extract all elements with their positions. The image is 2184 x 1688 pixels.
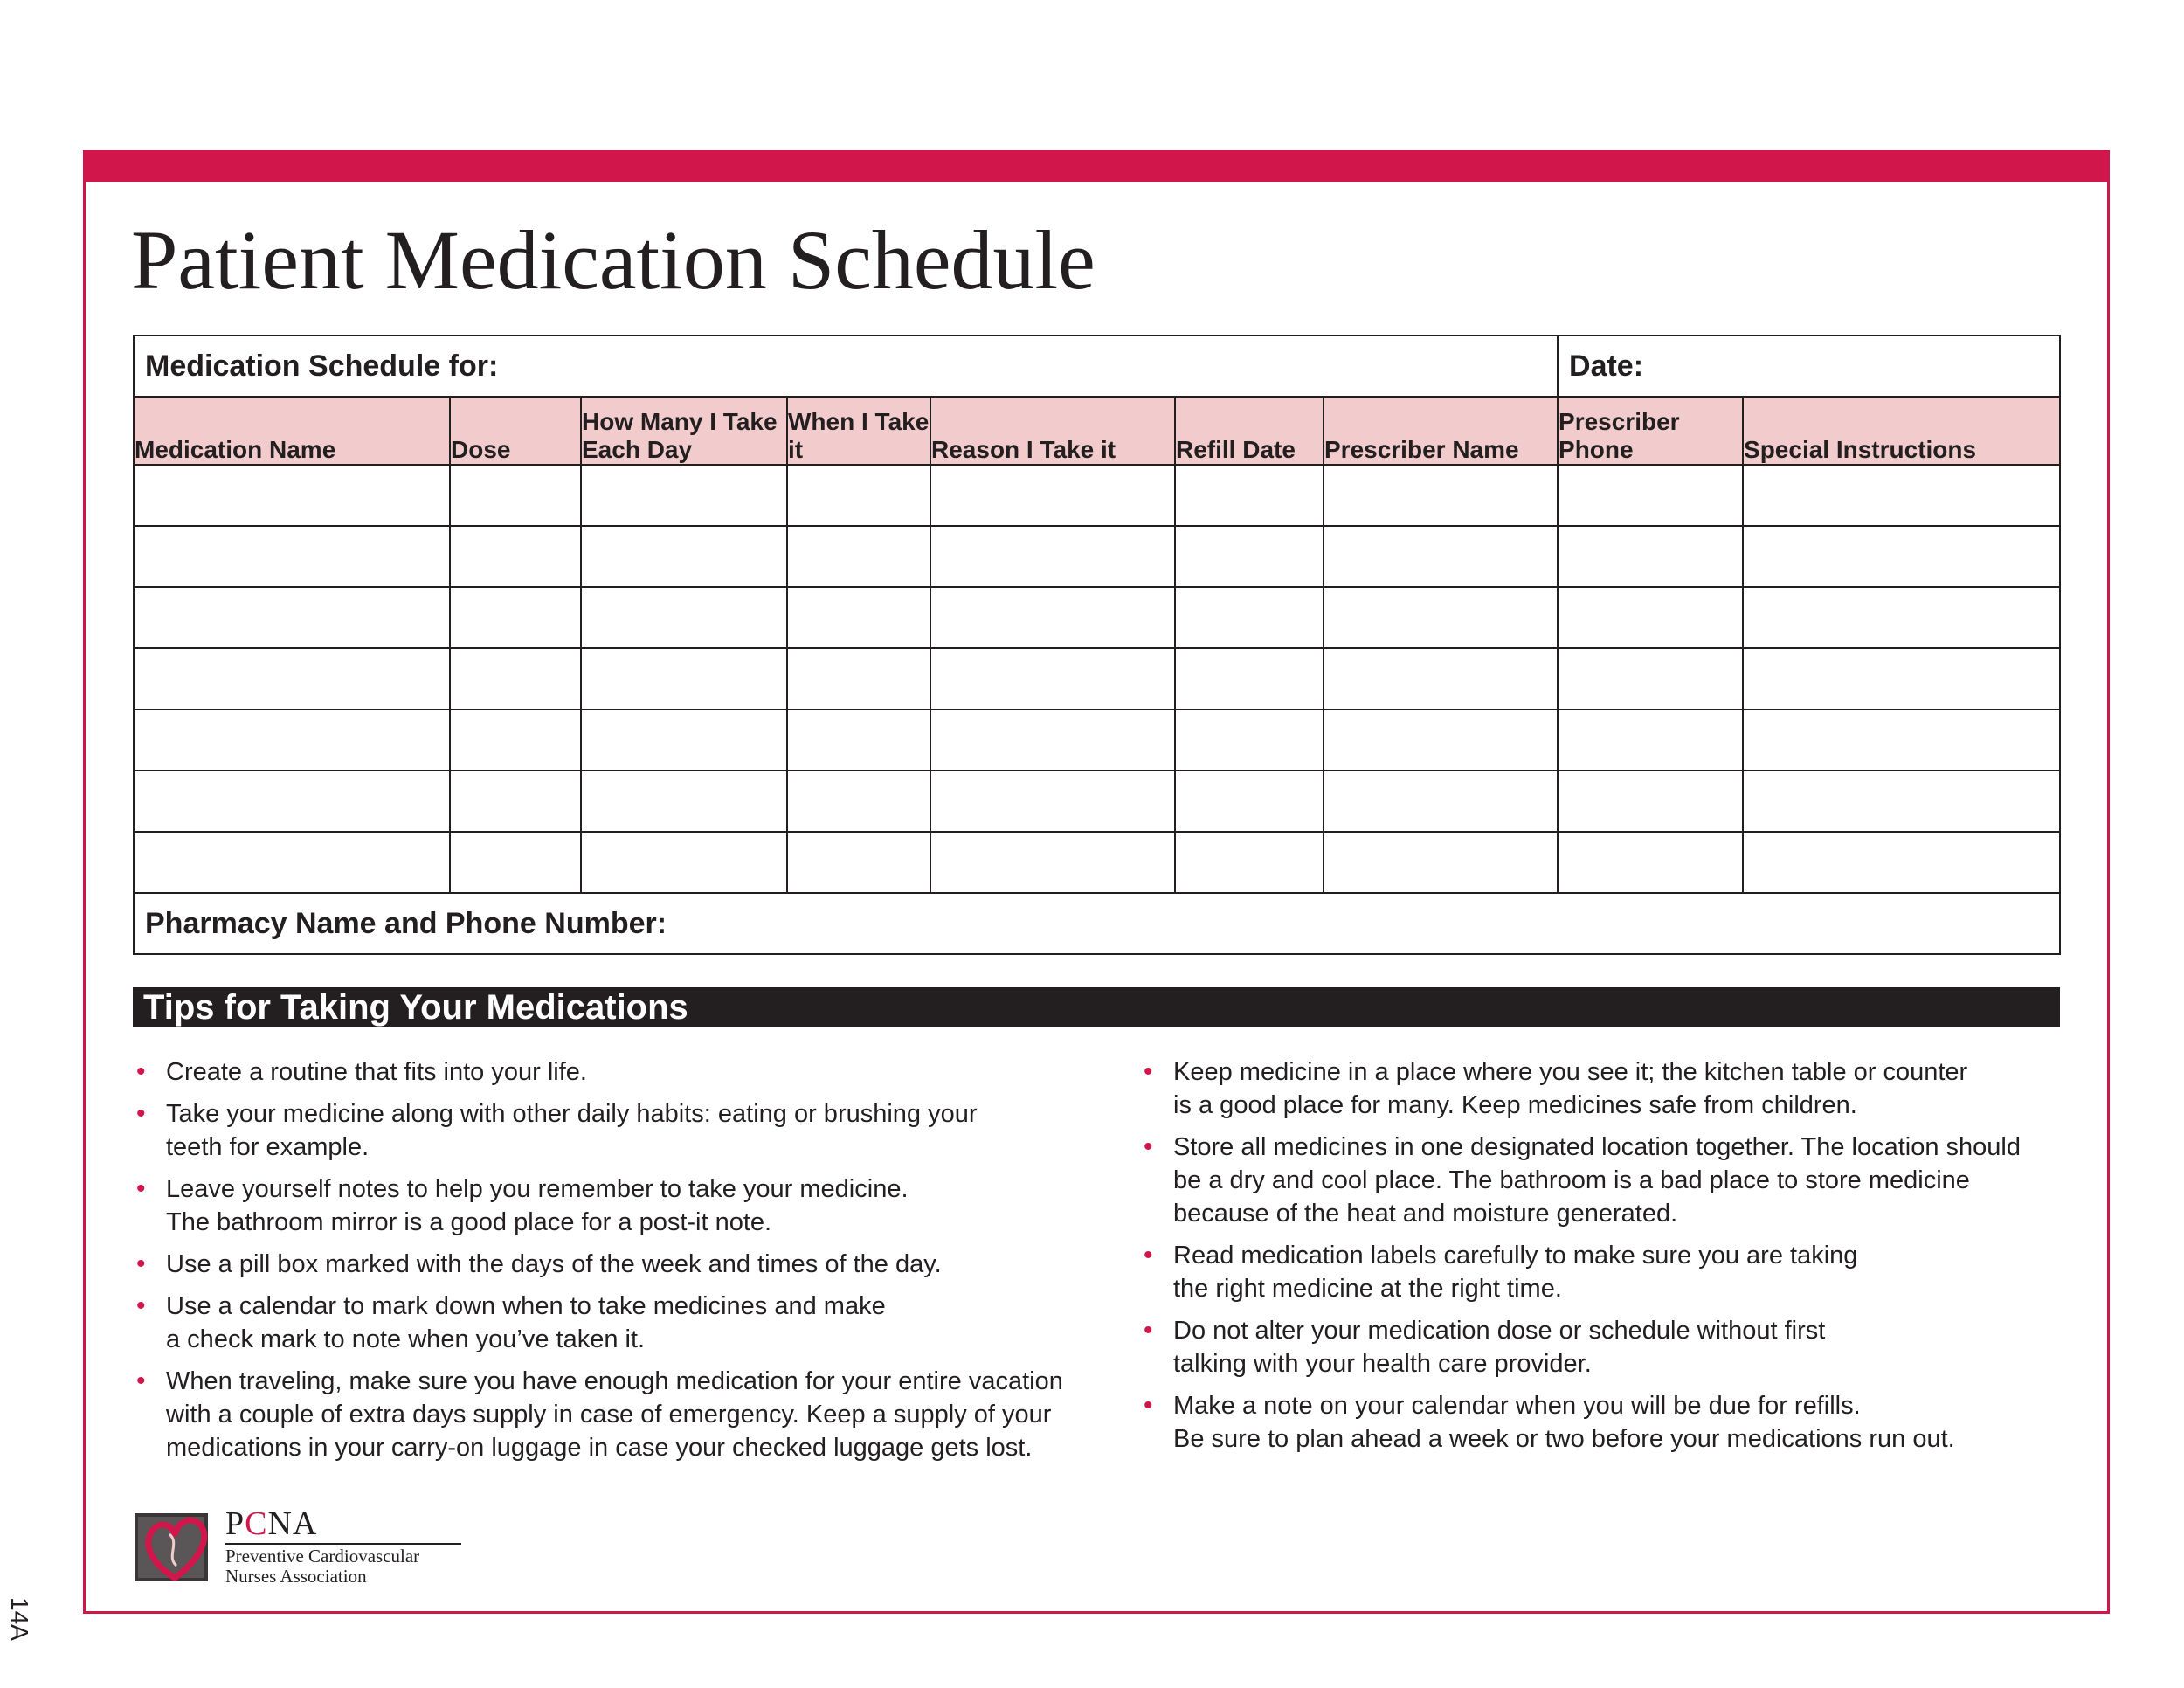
table-cell[interactable]	[1558, 526, 1743, 587]
page-number: 14A	[6, 1597, 33, 1641]
tip-text: the right medicine at the right time.	[1173, 1275, 1562, 1303]
table-cell[interactable]	[1743, 771, 2060, 832]
tip-item	[133, 1055, 1102, 1089]
table-cell[interactable]	[581, 832, 787, 893]
table-cell[interactable]	[1324, 771, 1558, 832]
table-cell[interactable]	[1743, 832, 2060, 893]
tip-item	[1140, 1131, 2022, 1230]
table-cell[interactable]	[581, 648, 787, 709]
table-cell[interactable]	[1743, 526, 2060, 587]
tip-item	[133, 1365, 1102, 1464]
column-header: How Many I Take Each Day	[581, 397, 787, 465]
tip-text: Be sure to plan ahead a week or two before your medications run out.	[1173, 1425, 1955, 1453]
table-cell[interactable]	[1743, 709, 2060, 771]
table-cell[interactable]	[1324, 465, 1558, 526]
bullet-icon: •	[1144, 1316, 1153, 1345]
column-header: Special Instructions	[1743, 397, 2060, 465]
tip-item	[133, 1248, 1102, 1281]
table-cell[interactable]	[930, 648, 1175, 709]
bullet-icon: •	[1144, 1132, 1153, 1161]
column-header: Refill Date	[1175, 397, 1324, 465]
tip-text: a check mark to note when you’ve taken it.	[166, 1325, 646, 1353]
table-cell[interactable]	[134, 709, 450, 771]
table-cell[interactable]	[581, 465, 787, 526]
tip-text: be a dry and cool place. The bathroom is a bad place to store medicine	[1173, 1166, 1970, 1194]
page-title: Patient Medication Schedule	[131, 213, 1095, 307]
table-cell[interactable]	[1558, 709, 1743, 771]
table-cell[interactable]	[787, 771, 930, 832]
tips-heading-bar	[133, 987, 2060, 1027]
table-cell[interactable]	[787, 526, 930, 587]
table-cell[interactable]	[1558, 465, 1743, 526]
tips-list-left	[133, 1055, 1102, 1473]
table-cell[interactable]	[1175, 526, 1324, 587]
table-body	[134, 465, 2060, 893]
table-cell[interactable]	[930, 465, 1175, 526]
table-cell[interactable]	[930, 771, 1175, 832]
table-row	[134, 465, 2060, 526]
bullet-icon: •	[136, 1099, 146, 1128]
table-cell[interactable]	[787, 832, 930, 893]
table-cell[interactable]	[1558, 832, 1743, 893]
column-header: Prescriber Phone	[1558, 397, 1743, 465]
tip-text: Store all medicines in one designated location together. The location should	[1173, 1133, 2021, 1161]
table-cell[interactable]	[134, 465, 450, 526]
logo-wordmark: PCNA	[225, 1505, 318, 1542]
table-cell[interactable]	[1175, 832, 1324, 893]
tip-text: The bathroom mirror is a good place for a post-it note.	[166, 1208, 772, 1236]
tips-list-right	[1140, 1055, 2022, 1464]
table-cell[interactable]	[450, 648, 581, 709]
column-header-row	[134, 397, 2060, 465]
table-cell[interactable]	[1324, 587, 1558, 648]
tip-text: Read medication labels carefully to make sure you are taking	[1173, 1242, 1858, 1269]
tip-text: Keep medicine in a place where you see it; the kitchen table or counter	[1173, 1058, 1968, 1086]
table-row	[134, 587, 2060, 648]
bullet-icon: •	[136, 1174, 146, 1203]
tip-item	[133, 1173, 1102, 1239]
bullet-icon: •	[1144, 1241, 1153, 1269]
tips-heading: Tips for Taking Your Medications	[143, 988, 688, 1027]
table-cell[interactable]	[450, 832, 581, 893]
table-cell[interactable]	[1324, 832, 1558, 893]
table-cell[interactable]	[1175, 587, 1324, 648]
table-cell[interactable]	[450, 587, 581, 648]
tip-text: Do not alter your medication dose or schedule without first	[1173, 1317, 1826, 1345]
pcna-logo	[131, 1501, 463, 1588]
table-cell[interactable]	[787, 709, 930, 771]
table-cell[interactable]	[1175, 771, 1324, 832]
tip-item	[133, 1290, 1102, 1356]
table-cell[interactable]	[134, 832, 450, 893]
table-row	[134, 648, 2060, 709]
tip-item	[1140, 1055, 2022, 1122]
table-cell[interactable]	[787, 465, 930, 526]
table-cell[interactable]	[930, 832, 1175, 893]
column-header: Prescriber Name	[1324, 397, 1558, 465]
tip-item	[1140, 1239, 2022, 1305]
tip-text: Use a calendar to mark down when to take medicines and make	[166, 1292, 886, 1320]
table-cell[interactable]	[1175, 709, 1324, 771]
table-cell[interactable]	[1743, 587, 2060, 648]
table-cell[interactable]	[1175, 648, 1324, 709]
logo-subtitle: Preventive Cardiovascular Nurses Association	[225, 1546, 420, 1587]
tip-text: is a good place for many. Keep medicines safe from children.	[1173, 1091, 1857, 1119]
table-cell[interactable]	[450, 526, 581, 587]
table-cell[interactable]	[1558, 648, 1743, 709]
table-cell[interactable]	[1743, 465, 2060, 526]
table-cell[interactable]	[450, 465, 581, 526]
table-cell[interactable]	[581, 771, 787, 832]
column-header: Reason I Take it	[930, 397, 1175, 465]
tip-item	[1140, 1389, 2022, 1456]
column-header: When I Take it	[787, 397, 930, 465]
table-cell[interactable]	[1558, 771, 1743, 832]
tip-text: Make a note on your calendar when you will be due for refills.	[1173, 1392, 1861, 1420]
table-cell[interactable]	[1558, 587, 1743, 648]
table-row	[134, 526, 2060, 587]
tip-text: medications in your carry-on luggage in case your checked luggage gets lost.	[166, 1434, 1033, 1462]
tip-text: Take your medicine along with other daily habits: eating or brushing your	[166, 1100, 978, 1128]
table-cell[interactable]	[450, 709, 581, 771]
tip-text: teeth for example.	[166, 1133, 370, 1161]
table-cell[interactable]	[134, 771, 450, 832]
date-label: Date:	[1569, 349, 1644, 383]
column-header: Medication Name	[134, 397, 450, 465]
tip-text: Leave yourself notes to help you remember to take your medicine.	[166, 1175, 909, 1203]
bullet-icon: •	[136, 1057, 146, 1086]
logo-rule	[225, 1543, 461, 1545]
pharmacy-label: Pharmacy Name and Phone Number:	[145, 906, 667, 940]
table-row	[134, 832, 2060, 893]
pharmacy-field[interactable]	[134, 893, 2060, 954]
table-cell[interactable]	[1324, 526, 1558, 587]
tip-text: Create a routine that fits into your life.	[166, 1058, 587, 1086]
table-cell[interactable]	[581, 709, 787, 771]
table-cell[interactable]	[1324, 648, 1558, 709]
column-header: Dose	[450, 397, 581, 465]
table-cell[interactable]	[450, 771, 581, 832]
schedule-for-field[interactable]	[134, 336, 1558, 397]
table-cell[interactable]	[1324, 709, 1558, 771]
table-row	[134, 709, 2060, 771]
bullet-icon: •	[1144, 1391, 1153, 1420]
tip-text: Use a pill box marked with the days of the week and times of the day.	[166, 1250, 942, 1278]
table-cell[interactable]	[930, 526, 1175, 587]
heart-logo-icon	[131, 1508, 217, 1585]
date-field[interactable]	[1558, 336, 2060, 397]
table-cell[interactable]	[1175, 465, 1324, 526]
table-cell[interactable]	[787, 648, 930, 709]
table-cell[interactable]	[581, 526, 787, 587]
bullet-icon: •	[136, 1249, 146, 1278]
tip-text: because of the heat and moisture generated.	[1173, 1200, 1678, 1228]
table-cell[interactable]	[930, 587, 1175, 648]
table-cell[interactable]	[134, 587, 450, 648]
bullet-icon: •	[136, 1366, 146, 1395]
table-cell[interactable]	[134, 648, 450, 709]
tip-text: When traveling, make sure you have enough medication for your entire vacation	[166, 1367, 1063, 1395]
tip-item	[133, 1097, 1102, 1164]
table-cell[interactable]	[581, 587, 787, 648]
table-row	[134, 771, 2060, 832]
tip-text: with a couple of extra days supply in case of emergency. Keep a supply of your	[166, 1401, 1052, 1429]
table-cell[interactable]	[930, 709, 1175, 771]
bullet-icon: •	[1144, 1057, 1153, 1086]
table-cell[interactable]	[134, 526, 450, 587]
schedule-for-label: Medication Schedule for:	[145, 349, 499, 383]
table-cell[interactable]	[787, 587, 930, 648]
tip-item	[1140, 1314, 2022, 1380]
medication-schedule-table	[133, 335, 2061, 955]
bullet-icon: •	[136, 1291, 146, 1320]
table-cell[interactable]	[1743, 648, 2060, 709]
tip-text: talking with your health care provider.	[1173, 1350, 1592, 1378]
